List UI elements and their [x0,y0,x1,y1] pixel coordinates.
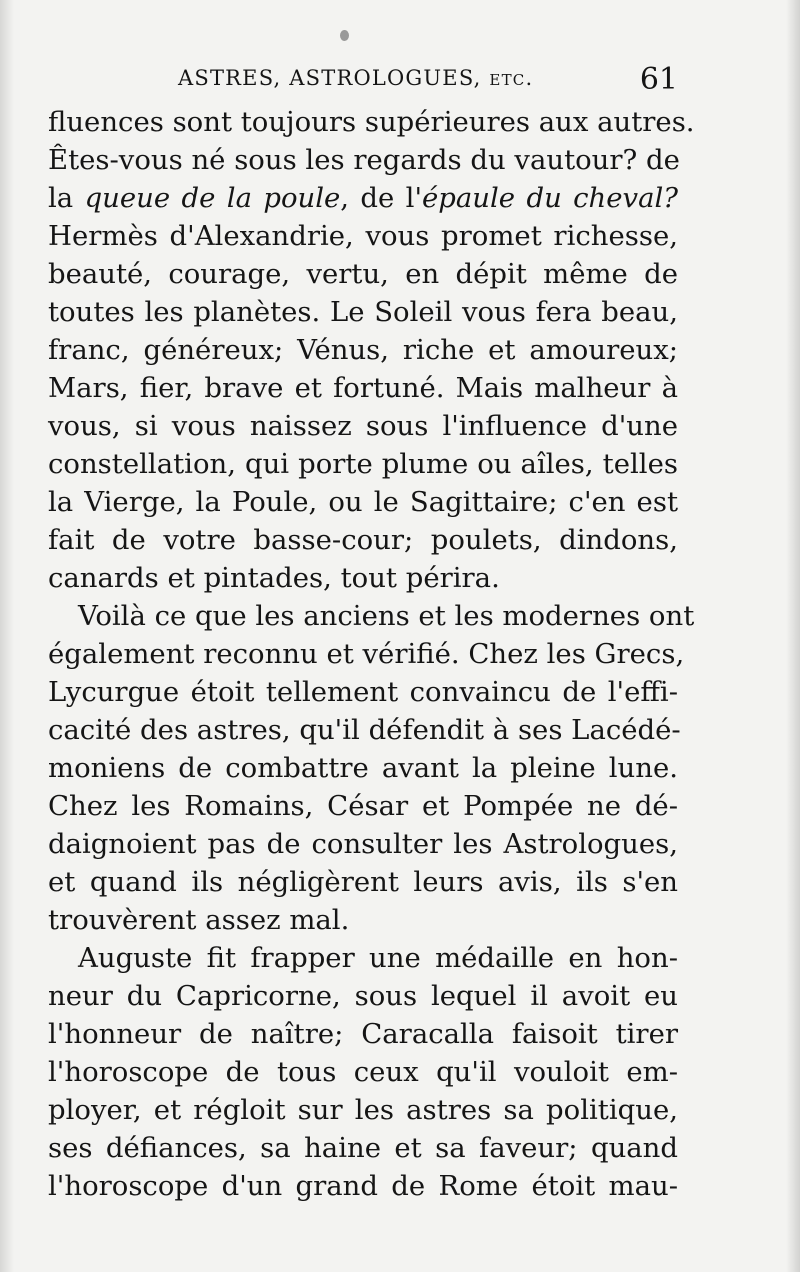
text-line: Hermès d'Alexandrie, vous promet richesse, [48,220,678,252]
text-line: cacité des astres, qu'il défendit à ses Lacédé- [48,714,681,746]
text-line: l'horoscope d'un grand de Rome étoit mau- [48,1170,678,1202]
text-line: neur du Capricorne, sous lequel il avoit eu [48,980,678,1012]
text-line: la Vierge, la Poule, ou le Sagittaire; c'en est [48,486,678,518]
text-line: moniens de combattre avant la pleine lune. [48,752,678,784]
page-edge-right [786,0,800,1272]
text-line: beauté, courage, vertu, en dépit même de [48,258,678,290]
text-line: toutes les planètes. Le Soleil vous fera beau, [48,296,678,328]
ink-dot-mark [340,30,349,41]
text-line: fait de votre basse-cour; poulets, dindons, [48,524,678,556]
text-line: et quand ils négligèrent leurs avis, ils s'en [48,866,678,898]
text-line: fluences sont toujours supérieures aux autres. [48,106,695,138]
text-line: l'honneur de naître; Caracalla faisoit tirer [48,1018,678,1050]
text-line: daignoient pas de consulter les Astrologues, [48,828,678,860]
page-edge-left [0,0,14,1272]
text-line: canards et pintades, tout périra. [48,562,500,594]
text-line: ployer, et régloit sur les astres sa politique, [48,1094,678,1126]
text-line: Auguste fit frapper une médaille en hon- [78,942,678,974]
text-line: constellation, qui porte plume ou aîles, telles [48,448,678,480]
page-number: 61 [639,62,678,97]
text-line: Lycurgue étoit tellement convaincu de l'effi- [48,676,678,708]
text-line: ses défiances, sa haine et sa faveur; quand [48,1132,678,1164]
text-line: également reconnu et vérifié. Chez les Grecs, [48,638,685,670]
text-line: franc, généreux; Vénus, riche et amoureux; [48,334,678,366]
running-head [48,62,678,102]
text-line: la queue de la poule, de l'épaule du cheval? [48,182,679,214]
text-line: Mars, fier, brave et fortuné. Mais malheur à [48,372,678,404]
text-line: trouvèrent assez mal. [48,904,350,936]
text-line: Êtes-vous né sous les regards du vautour? de [48,144,680,176]
text-line: l'horoscope de tous ceux qu'il vouloit em- [48,1056,678,1088]
text-line: Chez les Romains, César et Pompée ne dé- [48,790,678,822]
running-head-title: ASTRES, ASTROLOGUES, etc. [178,66,534,90]
text-line: vous, si vous naissez sous l'influence d'une [48,410,678,442]
text-line: Voilà ce que les anciens et les modernes ont [78,600,695,632]
